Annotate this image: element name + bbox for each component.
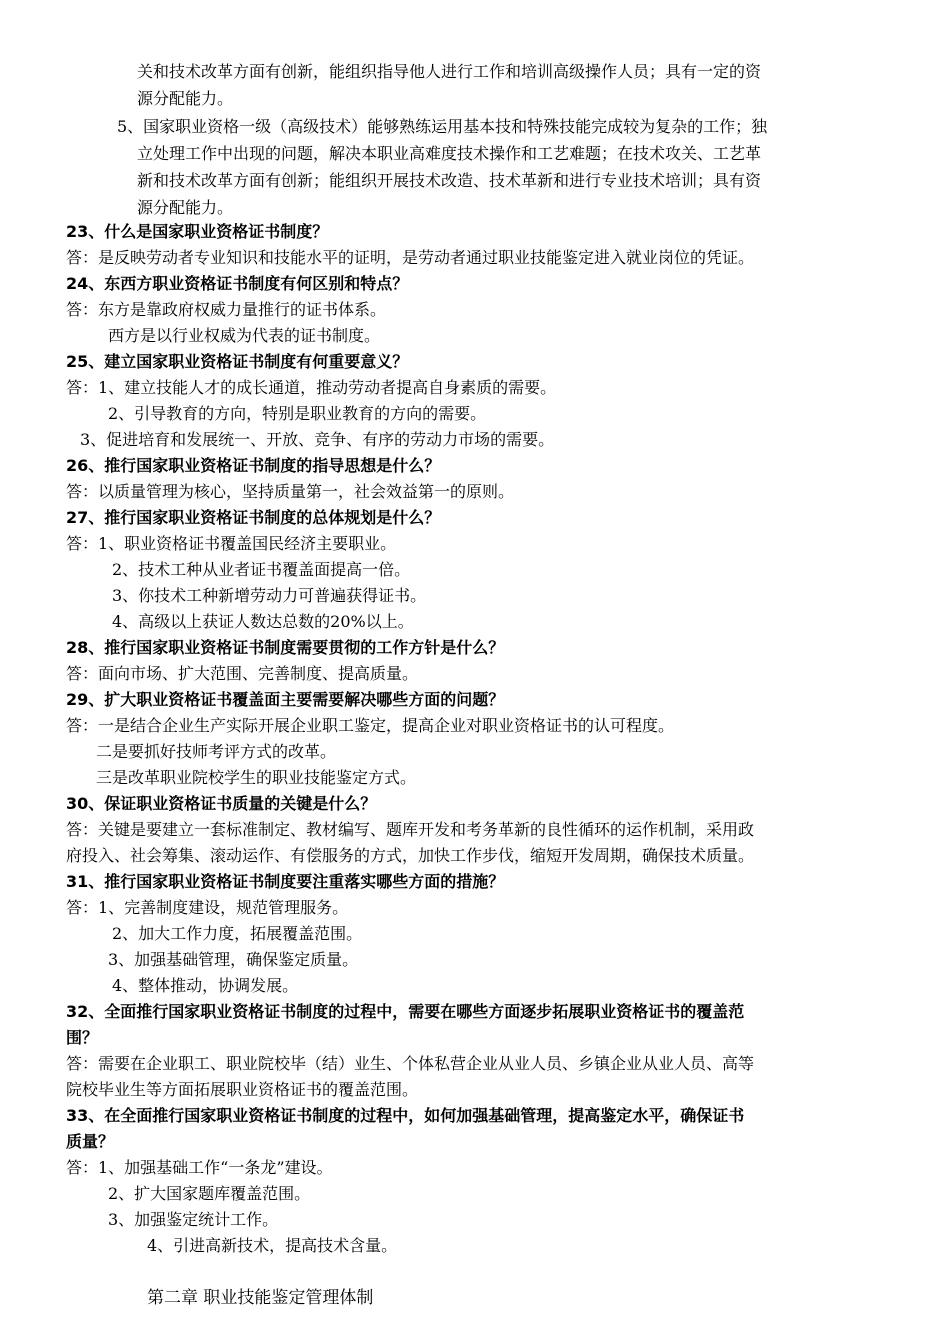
question-heading: 25、建立国家职业资格证书制度有何重要意义？ (66, 352, 409, 371)
text-line: 立处理工作中出现的问题，解决本职业高难度技术操作和工艺难题；在技术攻关、工艺革 (137, 144, 762, 163)
answer-line: 答：面向市场、扩大范围、完善制度、提高质量。 (66, 664, 419, 683)
answer-line: 2、加大工作力度，拓展覆盖范围。 (112, 924, 363, 943)
answer-line: 3、加强基础管理，确保鉴定质量。 (108, 950, 359, 969)
question-heading: 28、推行国家职业资格证书制度需要贯彻的工作方针是什么？ (66, 638, 505, 657)
answer-line: 2、引导教育的方向，特别是职业教育的方向的需要。 (108, 404, 487, 423)
answer-line: 答：1、完善制度建设，规范管理服务。 (66, 898, 349, 917)
question-heading: 24、东西方职业资格证书制度有何区别和特点？ (66, 274, 409, 293)
question-heading: 32、全面推行国家职业资格证书制度的过程中，需要在哪些方面逐步拓展职业资格证书的覆盖范 (66, 1002, 745, 1021)
answer-line: 2、技术工种从业者证书覆盖面提高一倍。 (112, 560, 411, 579)
question-heading: 30、保证职业资格证书质量的关键是什么？ (66, 794, 377, 813)
answer-line: 答：1、建立技能人才的成长通道，推动劳动者提高自身素质的需要。 (66, 378, 557, 397)
answer-line: 答：需要在企业职工、职业院校毕（结）业生、个体私营企业从业人员、乡镇企业从业人员、高等 (66, 1054, 755, 1073)
answer-line: 4、高级以上获证人数达总数的20%以上。 (112, 612, 414, 631)
answer-line: 二是要抓好技师考评方式的改革。 (96, 742, 337, 761)
answer-line: 答：一是结合企业生产实际开展企业职工鉴定，提高企业对职业资格证书的认可程度。 (66, 716, 675, 735)
answer-line: 府投入、社会筹集、滚动运作、有偿服务的方式，加快工作步伐，缩短开发周期，确保技术质量。 (66, 846, 755, 865)
answer-line: 3、你技术工种新增劳动力可普遍获得证书。 (112, 586, 427, 605)
text-line: 新和技术改革方面有创新；能组织开展技术改造、技术革新和进行专业技术培训；具有资 (137, 171, 762, 190)
answer-line: 4、整体推动，协调发展。 (112, 976, 299, 995)
question-heading: 23、什么是国家职业资格证书制度？ (66, 222, 329, 241)
answer-line: 答：是反映劳动者专业知识和技能水平的证明，是劳动者通过职业技能鉴定进入就业岗位的凭证。 (66, 248, 755, 267)
answer-line: 西方是以行业权威为代表的证书制度。 (108, 326, 381, 345)
question-heading: 质量？ (66, 1132, 115, 1151)
chapter-title: 第二章 职业技能鉴定管理体制 (147, 1288, 374, 1308)
answer-line: 2、扩大国家题库覆盖范围。 (108, 1184, 311, 1203)
answer-line: 3、加强鉴定统计工作。 (108, 1210, 279, 1229)
text-line: 关和技术改革方面有创新，能组织指导他人进行工作和培训高级操作人员；具有一定的资 (137, 62, 762, 81)
text-line: 源分配能力。 (137, 89, 234, 108)
answer-line: 三是改革职业院校学生的职业技能鉴定方式。 (96, 768, 417, 787)
answer-line: 4、引进高新技术，提高技术含量。 (147, 1236, 398, 1255)
question-heading: 围？ (66, 1028, 99, 1047)
text-line: 源分配能力。 (137, 198, 234, 217)
question-heading: 31、推行国家职业资格证书制度要注重落实哪些方面的措施？ (66, 872, 505, 891)
question-heading: 26、推行国家职业资格证书制度的指导思想是什么？ (66, 456, 441, 475)
question-heading: 27、推行国家职业资格证书制度的总体规划是什么？ (66, 508, 441, 527)
answer-line: 答：关键是要建立一套标准制定、教材编写、题库开发和考务革新的良性循环的运作机制，采用政 (66, 820, 755, 839)
text-line: 5、国家职业资格一级（高级技术）能够熟练运用基本技和特殊技能完成较为复杂的工作；独 (117, 117, 768, 136)
answer-line: 3、促进培育和发展统一、开放、竞争、有序的劳动力市场的需要。 (80, 430, 555, 449)
answer-line: 答：以质量管理为核心，坚持质量第一，社会效益第一的原则。 (66, 482, 515, 501)
question-heading: 33、在全面推行国家职业资格证书制度的过程中，如何加强基础管理，提高鉴定水平，确保证书 (66, 1106, 745, 1125)
answer-line: 答：东方是靠政府权威力量推行的证书体系。 (66, 300, 387, 319)
question-heading: 29、扩大职业资格证书覆盖面主要需要解决哪些方面的问题？ (66, 690, 505, 709)
answer-line: 答：1、加强基础工作“一条龙”建设。 (66, 1158, 333, 1177)
answer-line: 答：1、职业资格证书覆盖国民经济主要职业。 (66, 534, 397, 553)
answer-line: 院校毕业生等方面拓展职业资格证书的覆盖范围。 (66, 1080, 419, 1099)
